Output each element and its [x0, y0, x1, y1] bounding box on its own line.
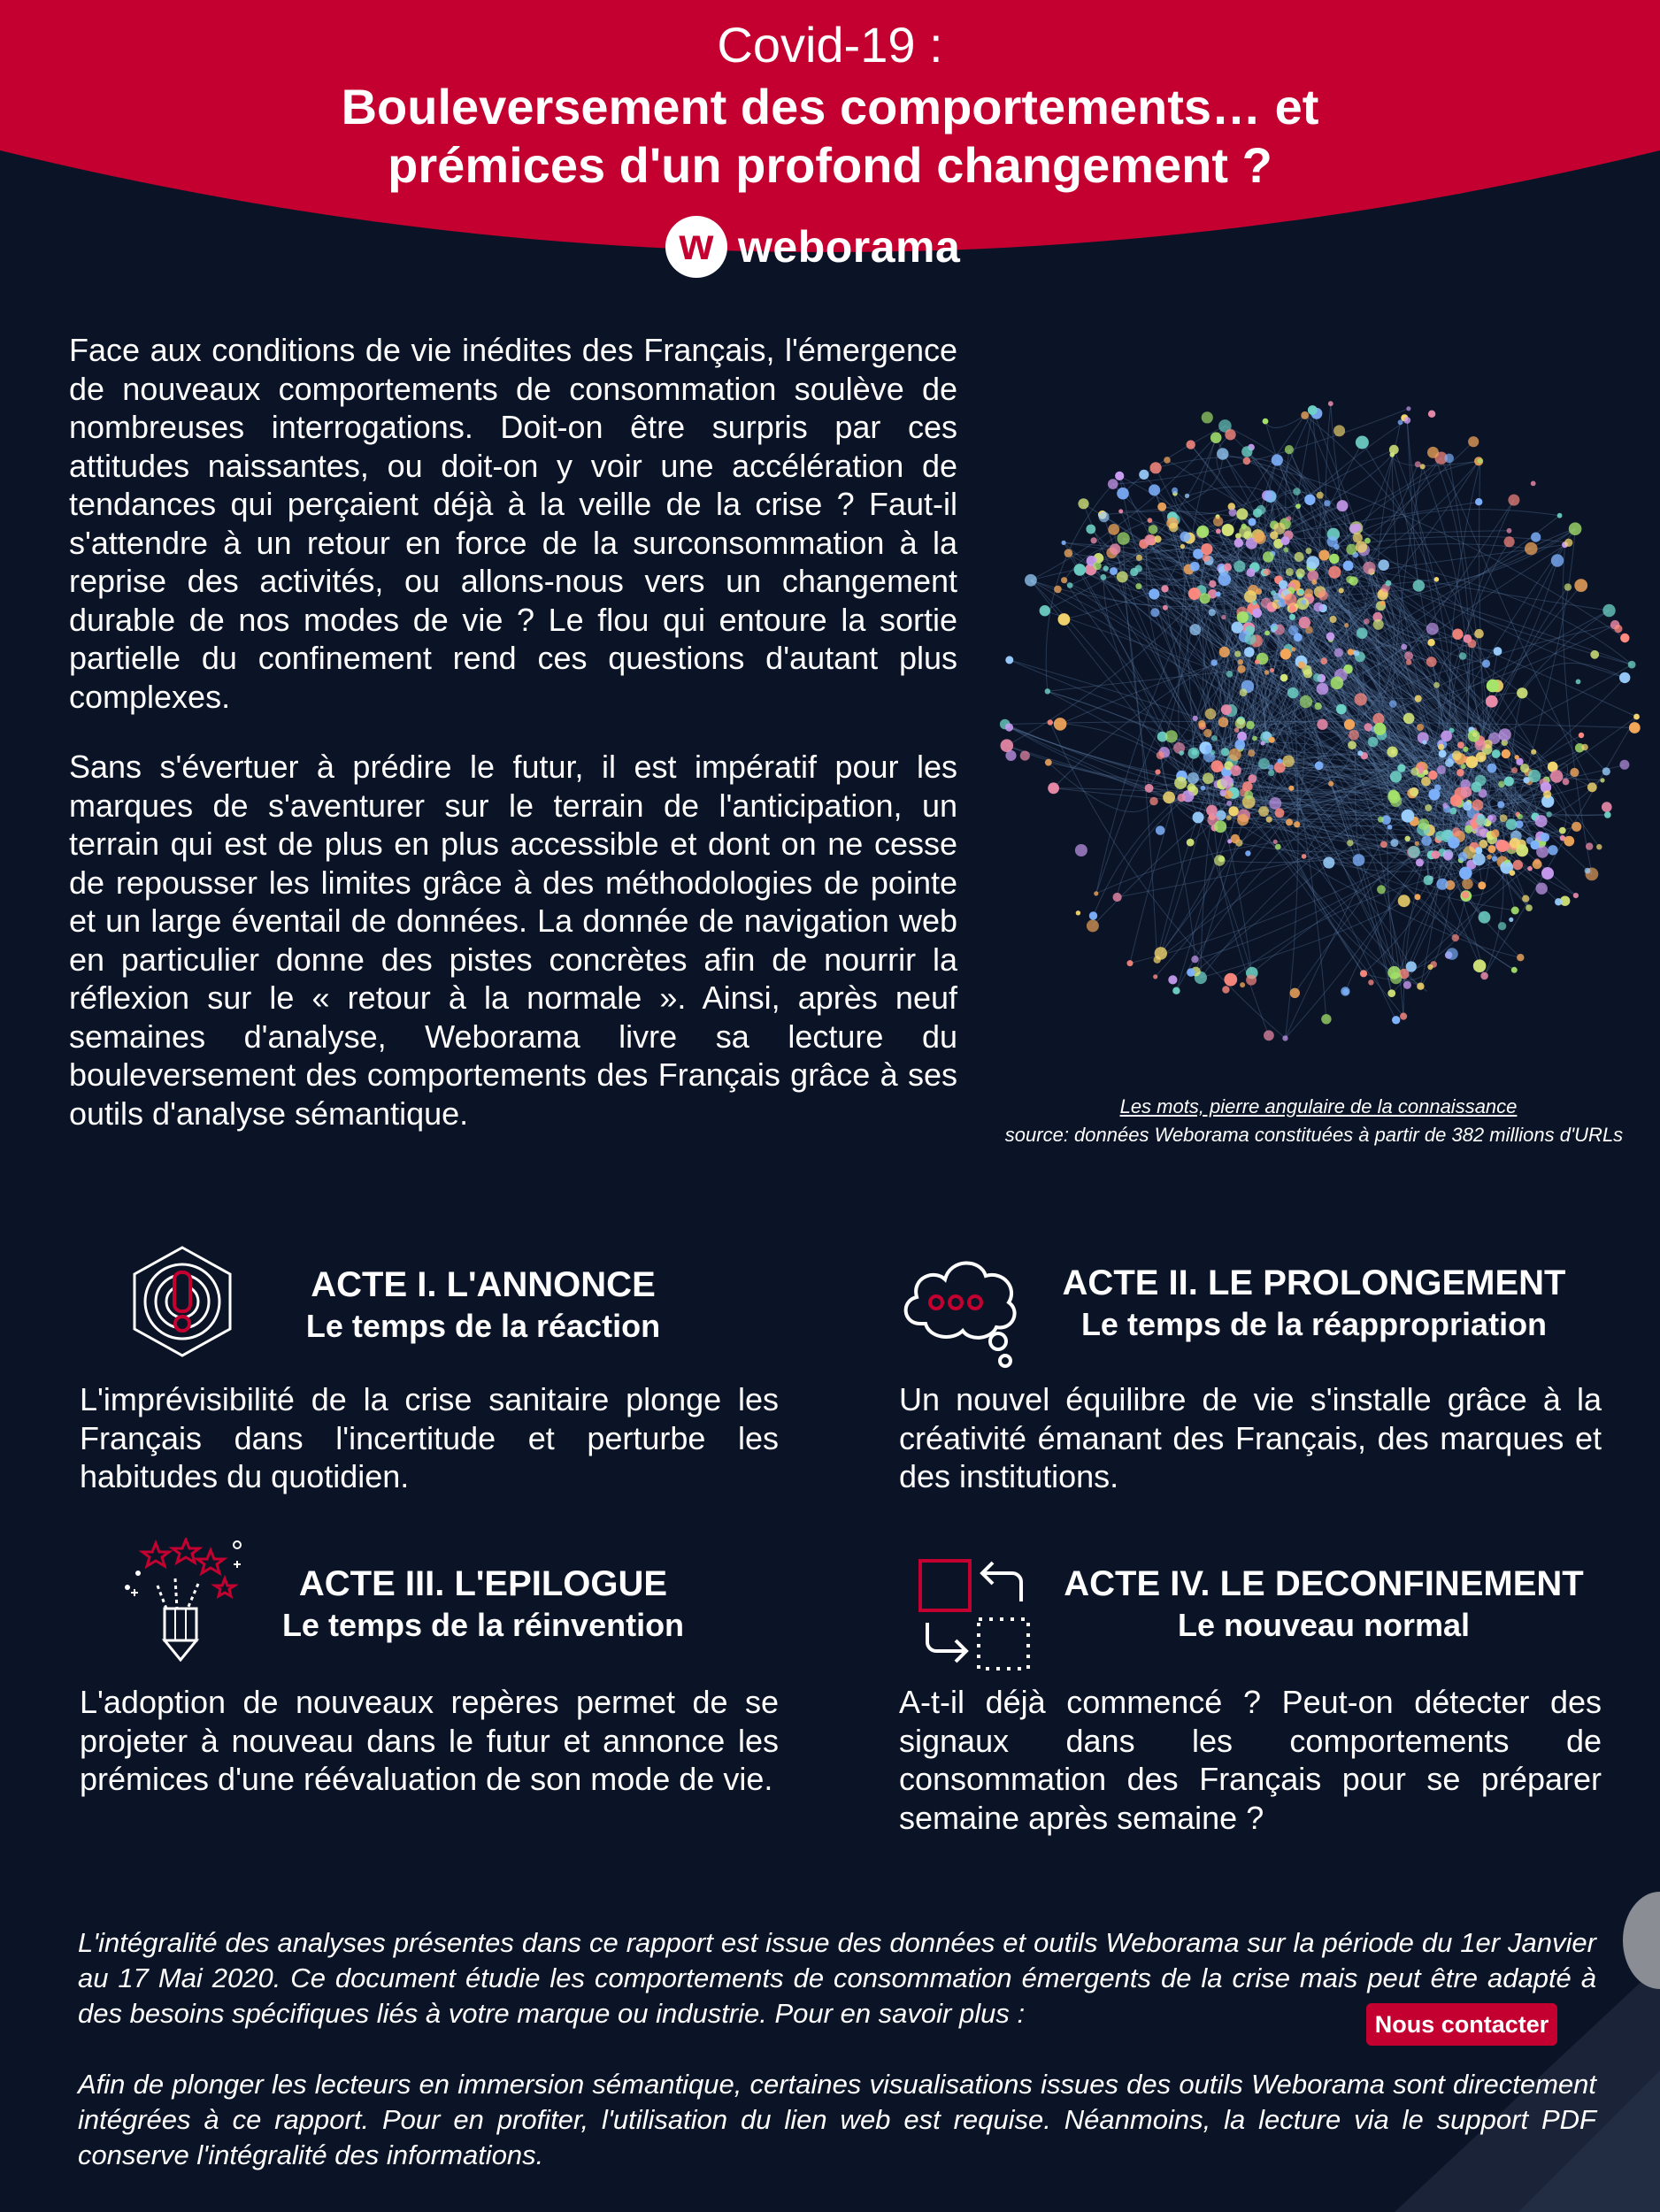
act-3-subtitle: Le temps de la réinvention	[281, 1607, 685, 1643]
contact-button[interactable]: Nous contacter	[1366, 2003, 1557, 2046]
act-3-heading	[262, 1563, 704, 1646]
act-2-text: Un nouvel équilibre de vie s'installe grâce à la créativité émanant des Français, des marques et des institutions.	[899, 1381, 1602, 1494]
act-4-heading	[1058, 1563, 1589, 1646]
act-1-subtitle: Le temps de la réaction	[305, 1308, 661, 1344]
intro-paragraph-1: Face aux conditions de vie inédites des Français, l'émergence de nouveaux comportements de consommation soulève de nombreuses interrogations. Doit-on être surpris par ces attitudes naissantes, ou doit-on y voir une accélération de tendances qui perçaient déjà à la veille de la crise ? Faut-il s'attendre à un retour en force de la surconsommation à la reprise des activités, ou allons-nous vers un changement durable de nos modes de vie ? Le flou qui entoure la sortie partielle du confinement rend ces questions d'autant plus complexes.	[69, 332, 957, 715]
intro-paragraph-2: Sans s'évertuer à prédire le futur, il est impératif pour les marques de s'aventurer sur le terrain de l'anticipation, un terrain qui est de plus en plus accessible et dont on ne cesse de repousser les limites grâce à des méthodologies de pointe et un large éventail de données. La donnée de navigation web en particulier donne des pistes concrètes afin de nourrir la réflexion sur le « retour à la normale ». Ainsi, après neuf semaines d'analyse, Weborama livre sa lecture du bouleversement des comportements des Français grâce à ses outils d'analyse sémantique.	[69, 749, 957, 1132]
act-3-text: L'adoption de nouveaux repères permet de se projeter à nouveau dans le futur et annonce les prémices d'une réévaluation de son mode de vie.	[80, 1684, 779, 1797]
act-2-heading	[1044, 1262, 1584, 1345]
intro-text	[69, 331, 957, 1133]
act-4-title: ACTE IV. LE DECONFINEMENT	[1064, 1564, 1584, 1603]
act-3-title: ACTE III. L'EPILOGUE	[298, 1564, 668, 1603]
title-covid: Covid-19 :	[717, 17, 943, 73]
thought-bubble-icon	[899, 1249, 1023, 1370]
title-main-line1: Bouleversement des comportements… et	[341, 79, 1319, 134]
figure-caption-source: source: données Weborama constituées à partir de 382 millions d'URLs	[1004, 1124, 1624, 1146]
figure-caption-title[interactable]: Les mots, pierre angulaire de la connaissance	[1119, 1095, 1518, 1118]
act-1-title: ACTE I. L'ANNONCE	[311, 1265, 656, 1304]
act-1-heading	[262, 1263, 704, 1347]
act-2-title: ACTE II. LE PROLONGEMENT	[1062, 1263, 1566, 1302]
act-4-text: A-t-il déjà commencé ? Peut-on détecter des signaux dans les comportements de consommation des Français pour se préparer semaine après semaine ?	[899, 1684, 1602, 1836]
footer-paragraph-2: Afin de plonger les lecteurs en immersion sémantique, certaines visualisations issues des outils Weborama sont directement intégrées à ce rapport. Pour en profiter, l'utilisation du lien web est requise. Néanmoins, la lecture via le support PDF conserve l'intégralité des informations.	[78, 2069, 1596, 2170]
act-4-subtitle: Le nouveau normal	[1177, 1607, 1471, 1643]
weborama-logo-icon: w	[665, 216, 727, 278]
creative-pencil-icon	[122, 1538, 246, 1662]
title-main-line2: prémices d'un profond changement ?	[388, 137, 1272, 193]
weborama-logo-text: weborama	[738, 222, 961, 272]
weborama-logo[interactable]	[665, 216, 960, 278]
transform-arrows-icon	[917, 1557, 1032, 1672]
act-2-subtitle: Le temps de la réappropriation	[1080, 1306, 1548, 1342]
footer-paragraph-1: L'intégralité des analyses présentes dans ce rapport est issue des données et outils Weborama sur la période du 1er Janvier au 17 Mai 2020. Ce document étudie les comportements de consommation émergents de la crise mais peut être adapté à des besoins spécifiques liés à votre marque ou industrie. Pour en savoir plus :	[78, 1927, 1596, 2029]
act-1-text: L'imprévisibilité de la crise sanitaire plonge les Français dans l'incertitude et perturbe les habitudes du quotidien.	[80, 1381, 779, 1494]
semantic-network-visualization[interactable]	[982, 363, 1655, 1071]
alert-hexagon-icon	[129, 1244, 235, 1359]
